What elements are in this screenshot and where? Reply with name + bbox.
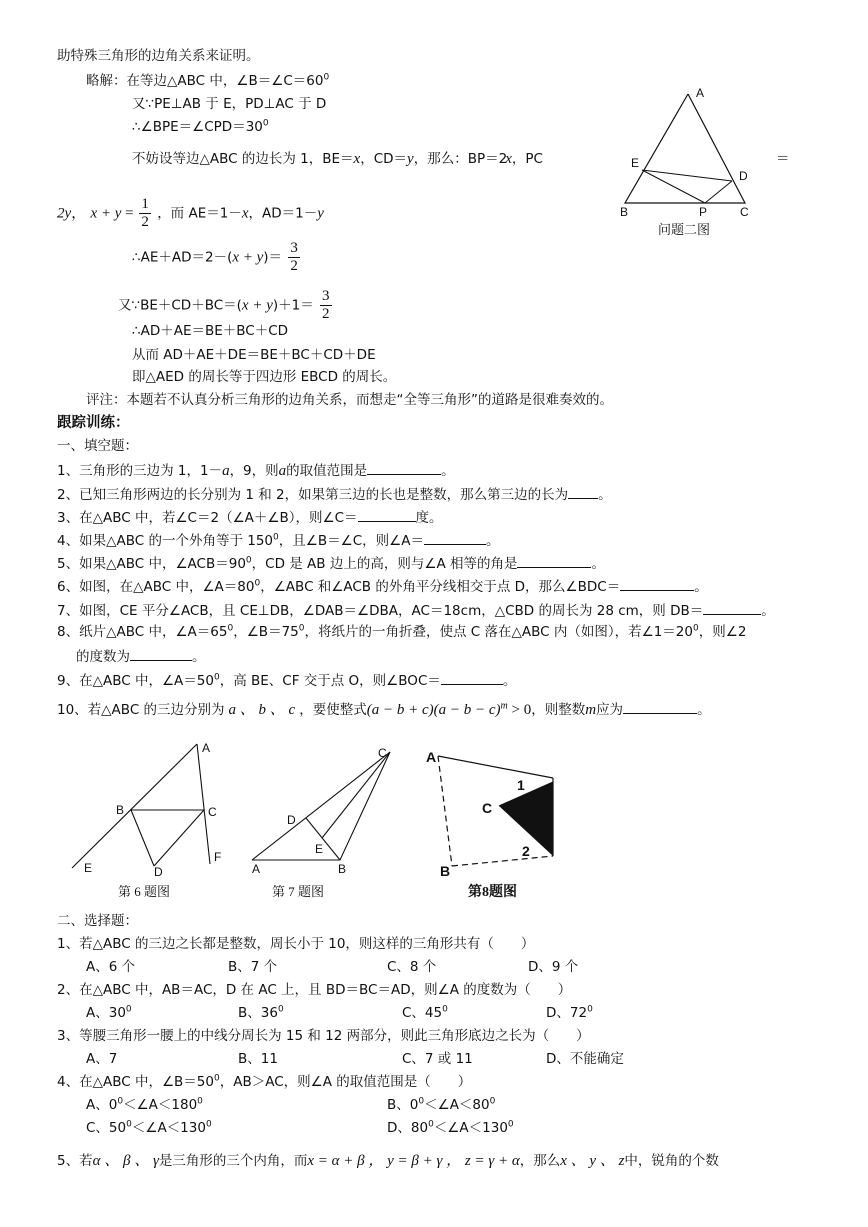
answer-blank[interactable]	[703, 600, 761, 615]
segment-cd	[154, 810, 204, 866]
label-a: A	[252, 862, 261, 876]
answer-blank[interactable]	[568, 484, 598, 499]
option-a[interactable]: A、$0^0<\angle A<180^0$	[86, 1096, 203, 1113]
text-line: $\therefore\angle BPE=\angle CPD=30^0$	[132, 118, 269, 135]
option-c[interactable]: C、8 个	[387, 959, 437, 975]
label-f: F	[214, 850, 222, 864]
choice-question-2: 2、在△ABC 中，AB＝AC，D 在 AC 上，且 BD＝BC＝AD，则∠A 的度数为（ ）	[57, 982, 572, 998]
text-line: ＝	[776, 151, 790, 167]
figure-6	[70, 740, 230, 879]
label-a: A	[696, 86, 705, 100]
label-angle-1: 1	[517, 777, 525, 793]
option-a[interactable]: A、$30^0$	[86, 1004, 132, 1021]
label-d: D	[739, 169, 748, 183]
label-c: C	[208, 805, 217, 819]
text-line: 2y， x + y = $\frac{1}{2}$ ，而 AE＝1－x，AD＝1－y	[57, 196, 324, 230]
answer-blank[interactable]	[358, 507, 416, 522]
figure-caption: 第8题图	[468, 885, 517, 900]
choice-question-4: 4、在△ABC 中，$\angle B=50^0$，AB＞AC，则∠A 的取值范围是（ ）	[57, 1073, 472, 1090]
option-d[interactable]: D、$80^0<\angle A<130^0$	[387, 1119, 514, 1136]
question-5: 5、如果△ABC 中，$\angle ACB=90^0$，CD 是 AB 边上的高，则与∠A 相等的角是 。	[57, 553, 605, 573]
section-heading: 二、选择题：	[57, 913, 138, 929]
option-b[interactable]: B、7 个	[228, 959, 278, 975]
option-d[interactable]: D、9 个	[528, 959, 579, 975]
option-d[interactable]: D、$72^0$	[546, 1004, 593, 1021]
question-1: 1、三角形的三边为 1，1－a，9，则a的取值范围是 。	[57, 460, 455, 480]
line-af	[197, 744, 210, 864]
triangle-abc	[625, 94, 745, 203]
choice-question-3: 3、等腰三角形一腰上的中线分周长为 15 和 12 两部分，则此三角形底边之长为（ ）	[57, 1028, 590, 1044]
question-7: 7、如图，CE 平分∠ACB，且 CE⊥DB，∠DAB＝∠DBA，AC＝18cm，△CBD 的周长为 28 cm，则 DB＝ 。	[57, 600, 775, 620]
label-a: A	[202, 741, 211, 755]
text-line: 又∵PE⊥AB 于 E，PD⊥AC 于 D	[132, 96, 327, 112]
text-line: ∴AD＋AE＝BE＋BC＋CD	[132, 323, 289, 339]
segment-bd	[131, 810, 154, 866]
answer-blank[interactable]	[424, 530, 486, 545]
option-d[interactable]: D、不能确定	[546, 1051, 624, 1067]
label-e: E	[315, 842, 324, 856]
answer-blank[interactable]	[441, 670, 503, 685]
option-c[interactable]: C、7 或 11	[402, 1051, 473, 1067]
choice-question-1: 1、若△ABC 的三边之长都是整数，周长小于 10，则这样的三角形共有（ ）	[57, 936, 535, 952]
question-8: 8、纸片△ABC 中，$\angle A=65^0$，$\angle B=75^0$，将纸片的一角折叠，使点 C 落在△ABC 内（如图），若$\angle 1=20^0$，则∠2	[57, 623, 747, 640]
text-line: 不妨设等边△ABC 的边长为 1，BE＝x，CD＝y，那么：BP＝2x，PC	[132, 151, 543, 167]
edge-ab-dashed	[438, 756, 452, 866]
text-line: 从而 AD＋AE＋DE＝BE＋BC＋CD＋DE	[132, 347, 376, 363]
text-line: 略解：在等边△ABC 中，$\angle B=\angle C=60^0$	[86, 72, 330, 89]
figure-7	[248, 742, 398, 877]
text-line: 助特殊三角形的边角关系来证明。	[57, 48, 260, 64]
edge-a-fold	[438, 756, 553, 778]
label-d: D	[287, 813, 296, 827]
question-4: 4、如果△ABC 的一个外角等于 $150^0$，且∠B＝∠C，则∠A＝ 。	[57, 530, 499, 550]
line-ea	[72, 744, 197, 868]
label-b: B	[338, 862, 347, 876]
text-line: 评注：本题若不认真分析三角形的边角关系，而想走“全等三角形”的道路是很难奏效的。	[86, 392, 613, 408]
fraction: $\frac{3}{2}$	[290, 240, 298, 274]
question-9: 9、在△ABC 中，$\angle A=50^0$，高 BE、CF 交于点 O，则∠BOC＝ 。	[57, 670, 516, 690]
answer-blank[interactable]	[623, 699, 697, 714]
label-e: E	[631, 156, 640, 170]
label-b: B	[116, 803, 125, 817]
section-heading: 跟踪训练：	[57, 415, 130, 431]
label-d: D	[154, 865, 163, 879]
label-a: A	[426, 749, 437, 765]
question-10: 10、若△ABC 的三边分别为 a 、 b 、 c ，要使整式$(a - b + c)(a - b - c)^m > 0$，则整数m应为 。	[57, 700, 711, 718]
question-2: 2、已知三角形两边的长分别为 1 和 2，如果第三边的长也是整数，那么第三边的长为 。	[57, 484, 612, 504]
answer-blank[interactable]	[367, 460, 441, 475]
option-b[interactable]: B、$36^0$	[238, 1004, 284, 1021]
figure-8	[425, 742, 570, 877]
option-b[interactable]: B、$0^0<\angle A<80^0$	[387, 1096, 496, 1113]
text-line: 又∵BE＋CD＋BC＝(x + y)＋1＝ $\frac{3}{2}$	[118, 288, 330, 322]
answer-blank[interactable]	[517, 553, 591, 568]
label-p: P	[699, 205, 708, 219]
option-b[interactable]: B、11	[238, 1051, 278, 1067]
question-6: 6、如图，在△ABC 中，$\angle A=80^0$，∠ABC 和∠ACB 的外角平分线相交于点 D，那么∠BDC＝ 。	[57, 576, 708, 596]
choice-question-5: 5、若α 、 β 、 γ是三角形的三个内角，而x = α + β ， y = β + γ ， z = γ + α，那么x 、 y 、 z中，锐角的个数	[57, 1153, 719, 1169]
label-c: C	[378, 746, 387, 760]
label-b: B	[440, 863, 451, 879]
problem2-figure	[615, 85, 775, 235]
segment-pd	[705, 181, 732, 203]
option-c[interactable]: C、$45^0$	[402, 1004, 448, 1021]
option-a[interactable]: A、6 个	[86, 959, 136, 975]
question-3: 3、在△ABC 中，若∠C＝2（∠A＋∠B），则∠C＝ 度。	[57, 507, 443, 527]
label-c: C	[482, 800, 493, 816]
fraction: $\frac{3}{2}$	[322, 288, 330, 322]
figure-caption: 第 6 题图	[118, 884, 171, 899]
question-8-cont: 的度数为 。	[76, 646, 206, 666]
option-c[interactable]: C、$50^0<\angle A<130^0$	[86, 1119, 212, 1136]
answer-blank[interactable]	[130, 646, 192, 661]
section-heading: 一、填空题：	[57, 438, 138, 454]
text-line: ∴AE＋AD＝2－(x + y)＝ $\frac{3}{2}$	[132, 240, 298, 274]
label-b: B	[620, 205, 629, 219]
label-c: C	[740, 205, 749, 219]
option-a[interactable]: A、7	[86, 1051, 118, 1067]
fraction: $\frac{1}{2}$	[141, 196, 149, 230]
figure-caption: 问题二图	[658, 222, 711, 237]
answer-blank[interactable]	[620, 576, 694, 591]
segment-pe	[642, 170, 705, 203]
edge-bc-dashed	[452, 856, 553, 866]
segment-ed	[642, 170, 732, 181]
label-angle-2: 2	[522, 843, 530, 859]
figure-caption: 第 7 题图	[272, 884, 325, 899]
text-line: 即△AED 的周长等于四边形 EBCD 的周长。	[132, 369, 397, 385]
label-e: E	[84, 861, 93, 875]
